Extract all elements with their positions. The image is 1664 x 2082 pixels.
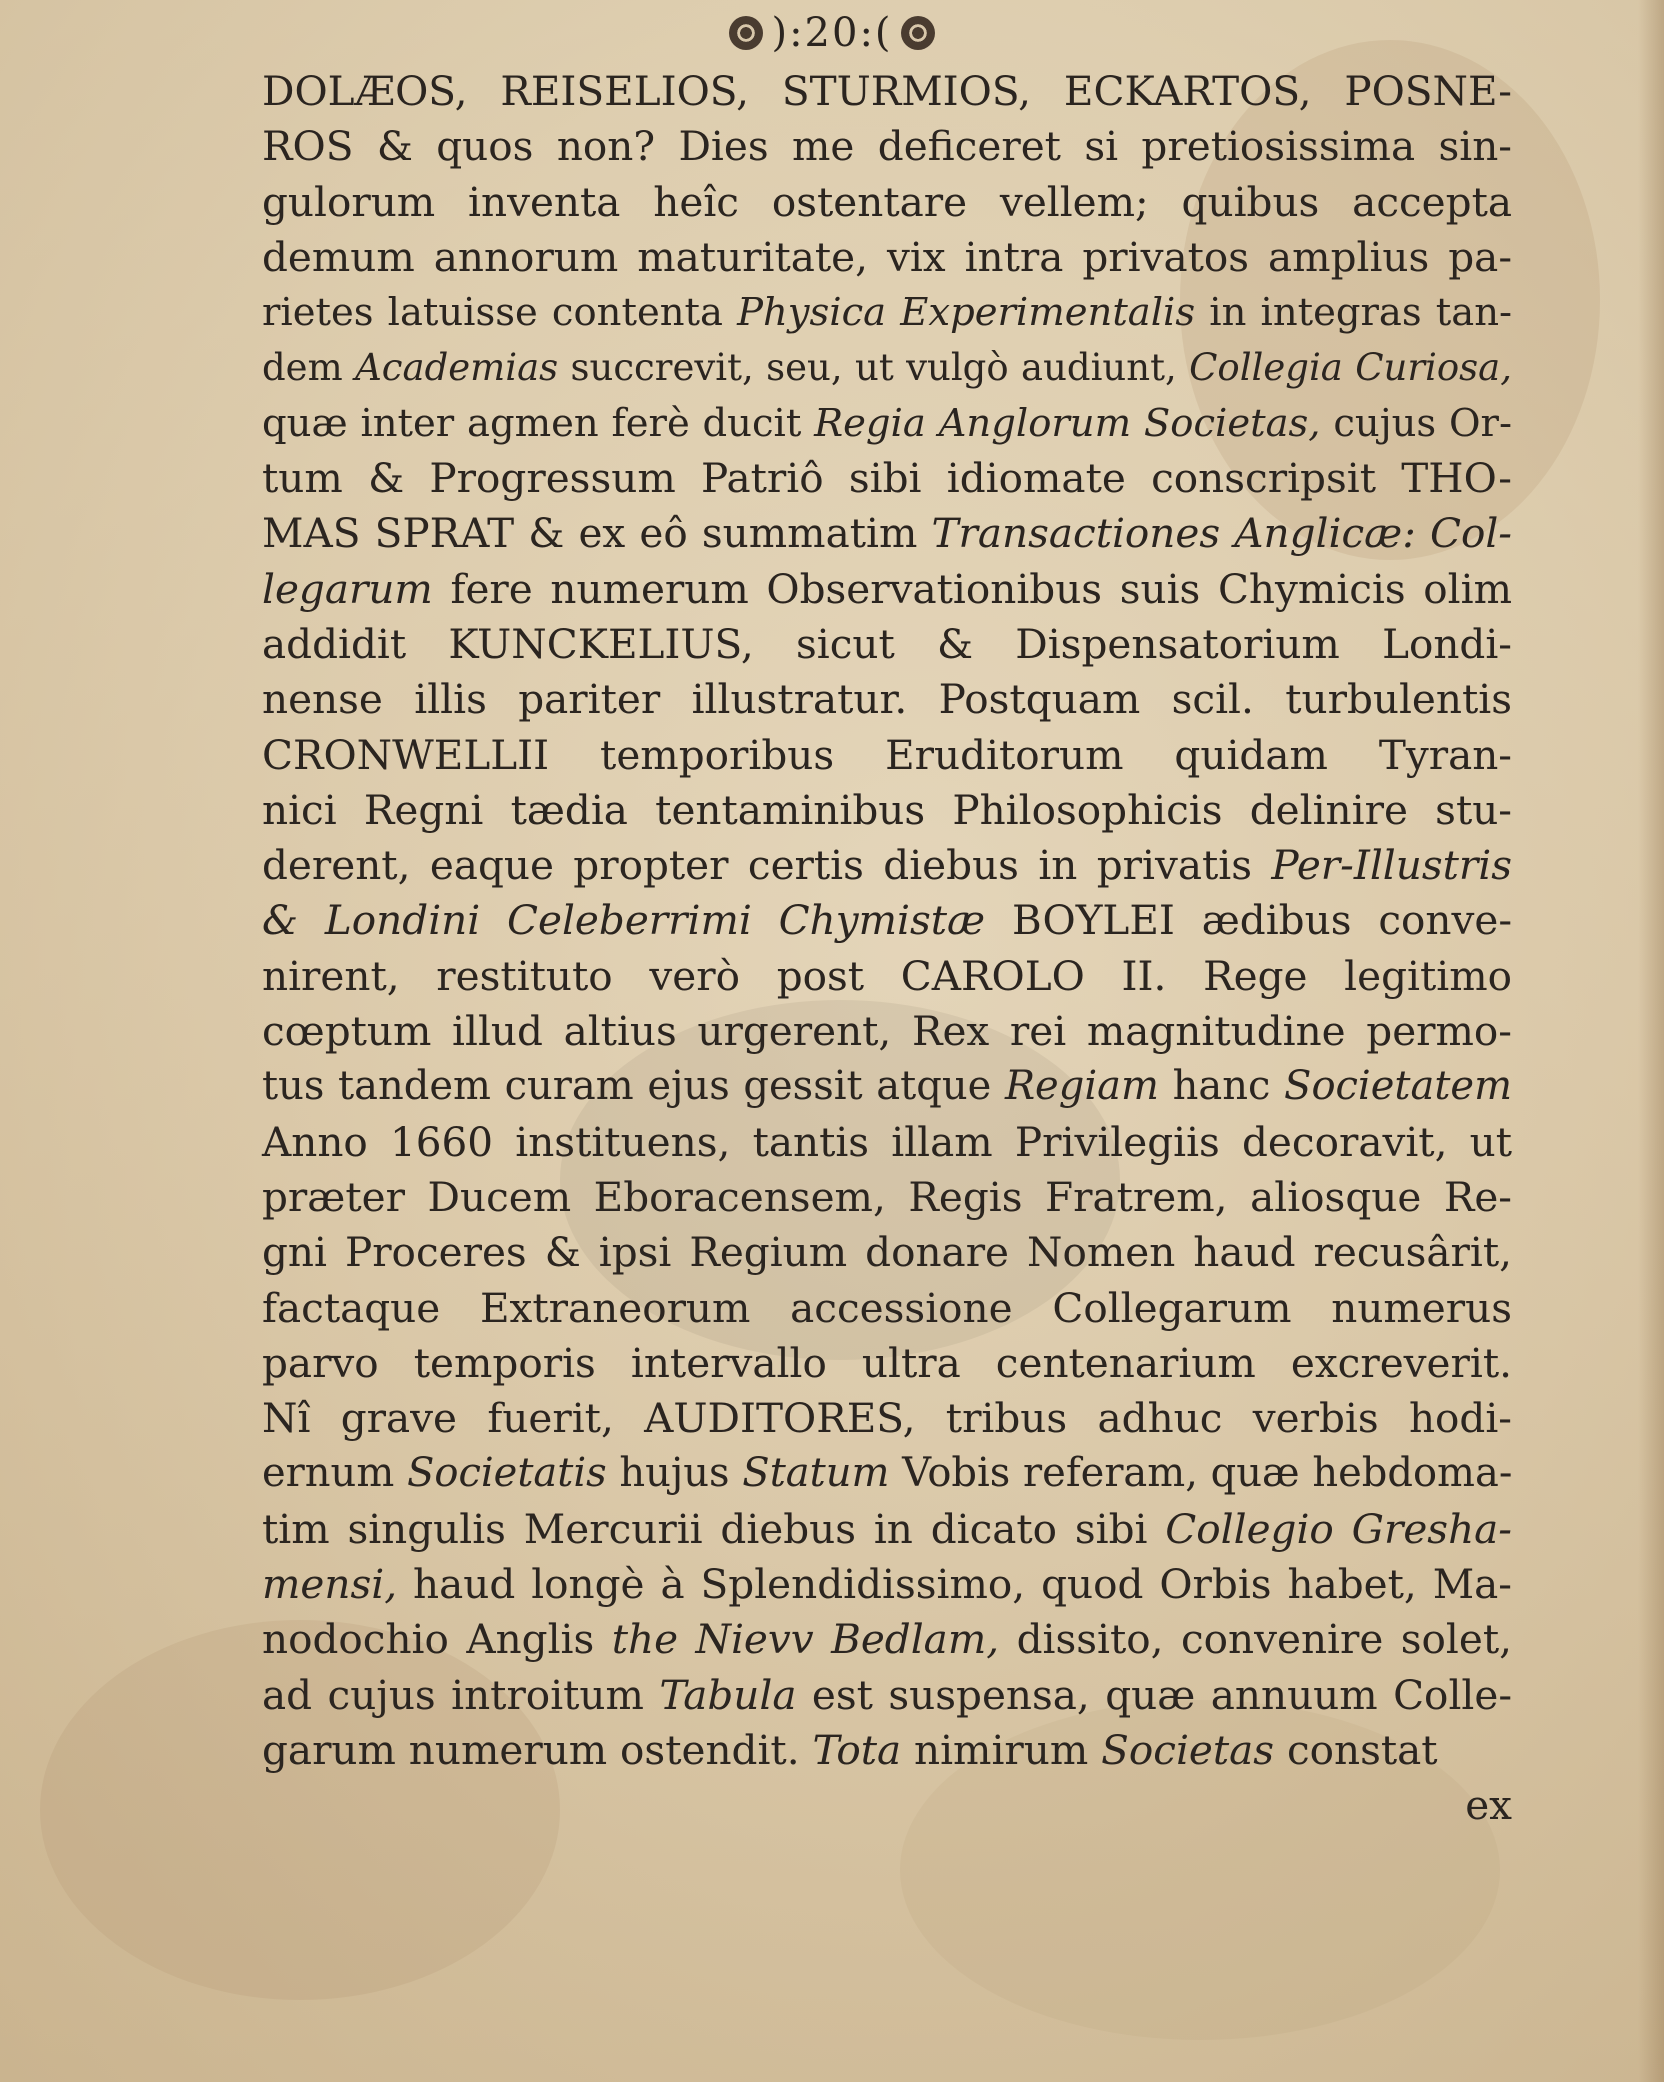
text-run: nodochio Anglis (262, 1615, 612, 1664)
flower-ornament-icon (901, 16, 935, 50)
text-line (262, 1059, 1512, 1114)
italic-text: Societas (1101, 1725, 1275, 1774)
italic-text: Tota (812, 1725, 902, 1774)
text-line (262, 672, 1512, 727)
text-run: hanc (1158, 1063, 1285, 1110)
text-run: Anno 1660 instituens, tantis illam Privilegiis decoravit, ut (262, 1117, 1512, 1166)
italic-text: Collegia Curiosa, (1189, 346, 1512, 390)
text-run: rietes latuisse contenta (262, 290, 738, 336)
text-run: demum annorum maturitate, vix intra privatos amplius pa- (262, 232, 1512, 281)
text-line (262, 617, 1512, 672)
text-line (262, 340, 1512, 395)
page-header (0, 6, 1664, 60)
text-run: in integras tan- (1195, 290, 1513, 336)
text-line (262, 175, 1512, 230)
text-line (262, 1557, 1512, 1612)
text-run: tus tandem curam ejus gessit atque (262, 1063, 1005, 1110)
text-run: nirent, restituto verò post CAROLO II. Rege legitimo (262, 951, 1512, 1000)
text-run: DOLÆOS, REISELIOS, STURMIOS, ECKARTOS, POSNE- (262, 67, 1512, 115)
text-line (262, 1225, 1512, 1280)
text-run: constat (1274, 1725, 1438, 1774)
text-run: cujus Or- (1320, 400, 1512, 446)
text-line (262, 562, 1512, 617)
text-run: ernum (262, 1450, 407, 1497)
italic-text: Per-Illustris (1271, 841, 1512, 890)
text-line (262, 396, 1512, 451)
italic-text: Academias (355, 346, 559, 390)
flower-ornament-icon (729, 16, 763, 50)
text-line (262, 1502, 1512, 1557)
italic-text: the Nievv Bedlam, (611, 1615, 1000, 1664)
text-line (262, 1723, 1512, 1778)
text-run: parvo temporis intervallo ultra centenarium excreverit. (262, 1338, 1512, 1387)
text-line (262, 838, 1512, 893)
text-run: dissito, convenire solet, (999, 1615, 1513, 1664)
text-line (262, 893, 1512, 948)
text-run: ad cujus introitum (262, 1670, 660, 1719)
text-run: CRONWELLII temporibus Eruditorum quidam Tyran- (262, 730, 1512, 779)
body-text (262, 64, 1512, 1834)
italic-text: Societatis (406, 1450, 607, 1497)
text-line (262, 1612, 1512, 1667)
italic-text: Transactiones Anglicæ: Col- (931, 509, 1512, 558)
text-line (262, 1004, 1512, 1059)
text-line (262, 451, 1512, 506)
text-line (262, 949, 1512, 1004)
text-line (262, 285, 1512, 340)
catchword: ex (1465, 1781, 1512, 1830)
text-run: hujus (606, 1450, 743, 1497)
text-line (262, 728, 1512, 783)
italic-text: Societatem (1284, 1063, 1512, 1110)
text-run: Nî grave fuerit, AUDITORES, tribus adhuc verbis hodi- (262, 1394, 1512, 1443)
text-run: quæ inter agmen ferè ducit (262, 400, 815, 446)
text-run: addidit KUNCKELIUS, sicut & Dispensatorium Londi- (262, 619, 1512, 668)
page-edge-shadow (1638, 0, 1664, 2082)
text-run: nimirum (901, 1725, 1102, 1774)
italic-text: Collegio Gresha- (1165, 1504, 1512, 1553)
italic-text: Statum (742, 1450, 890, 1497)
text-line (262, 1668, 1512, 1723)
italic-text: Regia Anglorum Societas, (814, 400, 1321, 446)
text-line (262, 1281, 1512, 1336)
italic-text: Physica Experimentalis (737, 290, 1196, 336)
text-run: præter Ducem Eboracensem, Regis Fratrem, aliosque Re- (262, 1172, 1512, 1221)
text-run: gni Proceres & ipsi Regium donare Nomen haud recusârit, (262, 1228, 1512, 1277)
italic-text: Regiam (1004, 1063, 1159, 1110)
text-line (262, 64, 1512, 119)
text-line (262, 1391, 1512, 1446)
text-run: haud longè à Splendidissimo, quod Orbis habet, Ma- (397, 1560, 1512, 1609)
text-line (262, 783, 1512, 838)
text-run: ROS & quos non? Dies me deficeret si pretiosissima sin- (262, 122, 1512, 171)
text-run: tim singulis Mercurii diebus in dicato sibi (262, 1504, 1166, 1553)
text-run: MAS SPRAT & ex eô summatim (262, 509, 932, 558)
text-line (262, 1446, 1512, 1501)
text-run: fere numerum Observationibus suis Chymicis olim (432, 564, 1512, 613)
text-run: nense illis pariter illustratur. Postquam scil. turbulentis (262, 675, 1512, 724)
text-run: cœptum illud altius urgerent, Rex rei magnitudine permo- (262, 1007, 1512, 1056)
text-line (262, 1336, 1512, 1391)
text-run: nici Regni tædia tentaminibus Philosophicis delinire stu- (262, 785, 1512, 834)
italic-text: Tabula (659, 1670, 797, 1719)
text-line (262, 230, 1512, 285)
text-run: garum numerum ostendit. (262, 1725, 813, 1774)
italic-text: & Londini Celeberrimi Chymistæ (262, 896, 986, 945)
text-run: factaque Extraneorum accessione Collegarum numerus (262, 1283, 1512, 1332)
text-run: est suspensa, quæ annuum Colle- (796, 1670, 1512, 1719)
text-line (262, 1170, 1512, 1225)
text-line (262, 506, 1512, 561)
text-run: gulorum inventa heîc ostentare vellem; quibus accepta (262, 177, 1512, 226)
text-run: dem (262, 346, 356, 390)
text-run: derent, eaque propter certis diebus in privatis (262, 841, 1272, 890)
page-number: ):20:( (771, 10, 893, 56)
text-run: tum & Progressum Patriô sibi idiomate conscripsit THO- (262, 454, 1512, 503)
text-run: BOYLEI ædibus conve- (985, 896, 1513, 945)
italic-text: mensi, (262, 1560, 398, 1609)
text-run: Vobis referam, quæ hebdoma- (889, 1450, 1513, 1497)
text-line (262, 119, 1512, 174)
text-run: succrevit, seu, ut vulgò audiunt, (558, 346, 1190, 390)
italic-text: legarum (262, 564, 433, 613)
text-line (262, 1115, 1512, 1170)
